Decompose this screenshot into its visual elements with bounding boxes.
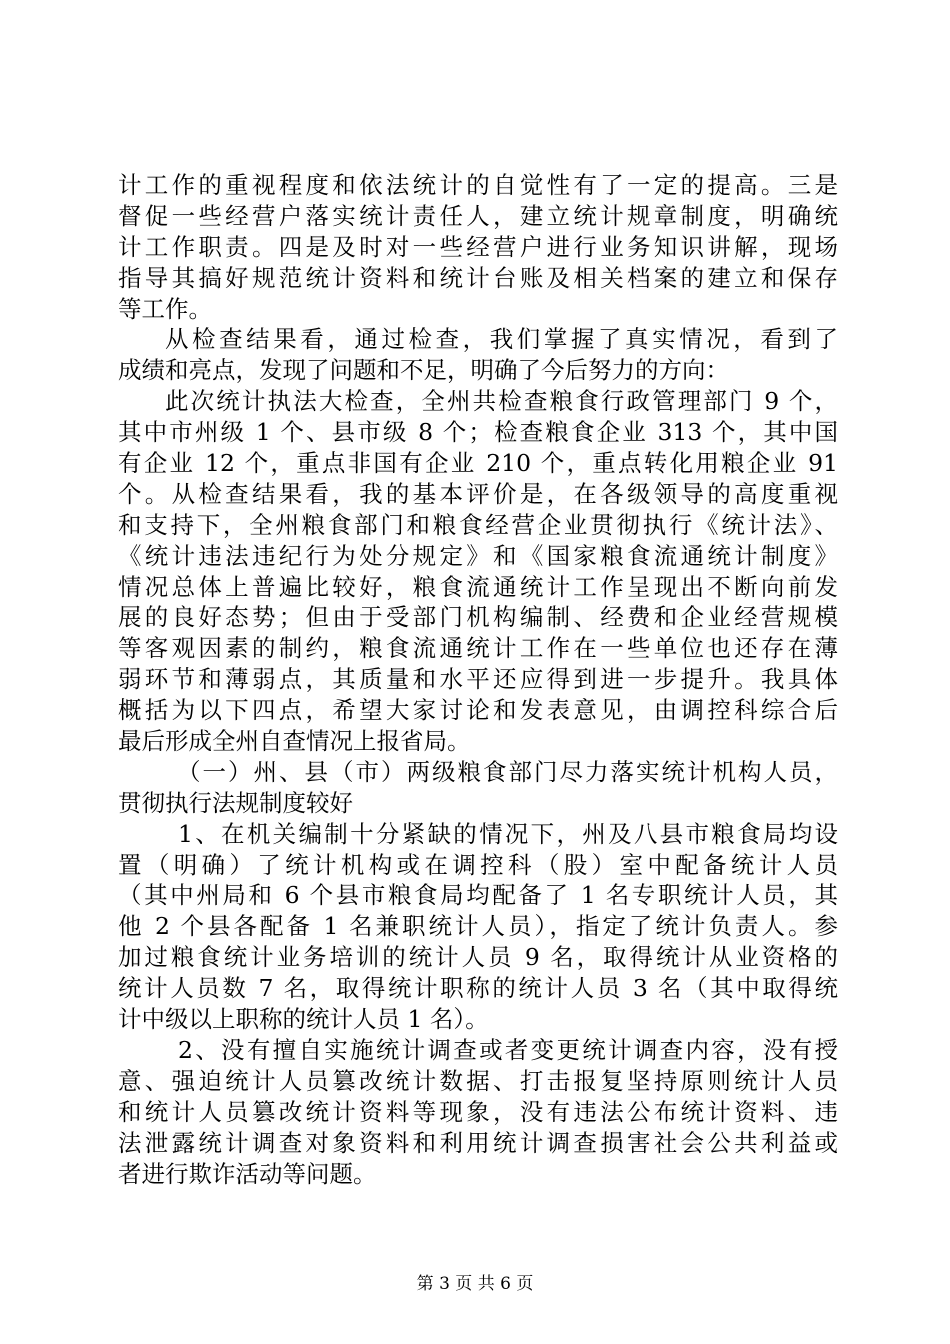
text-line: 意、强迫统计人员篡改统计数据、打击报复坚持原则统计人员	[118, 1066, 838, 1095]
text-line: 指导其搞好规范统计资料和统计台账及相关档案的建立和保存	[118, 263, 838, 292]
text-line: 督促一些经营户落实统计责任人，建立统计规章制度，明确统	[118, 201, 838, 230]
text-line: 计工作的重视程度和依法统计的自觉性有了一定的提高。三是	[118, 171, 838, 199]
text-line: （一）州、县（市）两级粮食部门尽力落实统计机构人员，	[177, 757, 838, 786]
text-line: 从检查结果看，通过检查，我们掌握了真实情况，看到了	[165, 325, 838, 354]
page-footer: 第 3 页 共 6 页	[416, 1274, 534, 1294]
text-line: 此次统计执法大检查，全州共检查粮食行政管理部门 9 个，	[165, 387, 838, 416]
text-line: 加过粮食统计业务培训的统计人员 9 名，取得统计从业资格的	[118, 943, 838, 972]
text-line: 置（明确）了统计机构或在调控科（股）室中配备统计人员	[118, 850, 838, 879]
text-line: 展的良好态势；但由于受部门机构编制、经费和企业经营规模	[118, 603, 838, 632]
text-line: 者进行欺诈活动等问题。	[118, 1159, 377, 1188]
text-line: 和支持下，全州粮食部门和粮食经营企业贯彻执行《统计法》、	[118, 510, 838, 539]
text-line: 1、在机关编制十分紧缺的情况下，州及八县市粮食局均设	[178, 819, 838, 848]
text-line: 贯彻执行法规制度较好	[118, 788, 353, 817]
text-line: 有企业 12 个，重点非国有企业 210 个，重点转化用粮企业 91	[118, 449, 838, 478]
text-line: 概括为以下四点，希望大家讨论和发表意见，由调控科综合后	[118, 696, 838, 725]
text-line: 《统计违法违纪行为处分规定》和《国家粮食流通统计制度》	[118, 541, 838, 570]
text-line: 情况总体上普遍比较好，粮食流通统计工作呈现出不断向前发	[118, 572, 838, 601]
text-line: 统计人员数 7 名，取得统计职称的统计人员 3 名（其中取得统	[118, 974, 838, 1003]
text-line: 等工作。	[118, 294, 212, 323]
text-line: 2、没有擅自实施统计调查或者变更统计调查内容，没有授	[178, 1035, 838, 1064]
text-line: 弱环节和薄弱点，其质量和水平还应得到进一步提升。我具体	[118, 665, 838, 694]
text-line: 其中市州级 1 个、县市级 8 个；检查粮食企业 313 个，其中国	[118, 418, 838, 447]
text-line: 成绩和亮点，发现了问题和不足，明确了今后努力的方向：	[118, 356, 729, 385]
text-line: 个。从检查结果看，我的基本评价是，在各级领导的高度重视	[118, 479, 838, 508]
text-line: 等客观因素的制约，粮食流通统计工作在一些单位也还存在薄	[118, 634, 838, 663]
text-line: （其中州局和 6 个县市粮食局均配备了 1 名专职统计人员，其	[118, 881, 838, 910]
text-line: 计中级以上职称的统计人员 1 名）。	[118, 1005, 489, 1034]
text-line: 最后形成全州自查情况上报省局。	[118, 727, 471, 756]
body-text	[118, 170, 838, 1189]
text-line: 和统计人员篡改统计资料等现象，没有违法公布统计资料、违	[118, 1097, 838, 1126]
text-line: 法泄露统计调查对象资料和利用统计调查损害社会公共利益或	[118, 1128, 838, 1157]
text-line: 他 2 个县各配备 1 名兼职统计人员），指定了统计负责人。参	[118, 912, 838, 941]
text-line: 计工作职责。四是及时对一些经营户进行业务知识讲解，现场	[118, 232, 838, 261]
